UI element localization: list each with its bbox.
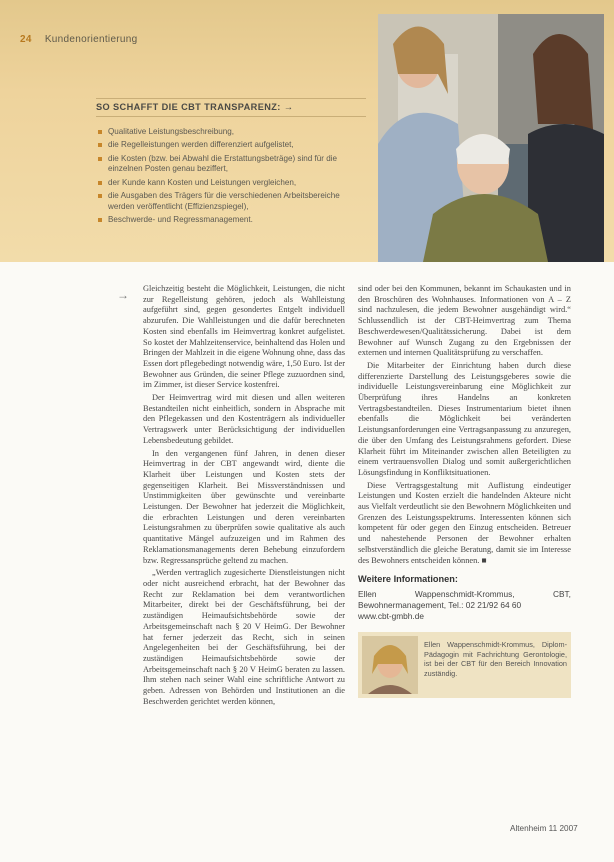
paragraph: Gleichzeitig besteht die Möglichkeit, Leistungen, die nicht zur Regelleistung gehören, jedoch als Wahlleistung aufgeführt sind, gegen gesondertes Entgelt individuell abzurufen. Die Wahlleistungen und die dafür berechneten Kosten sind ebenfalls im Heimvertrag konkret aufgelistet. So kostet der Mahlzeitenservice, beinhaltend das Holen und Bringen der Mahlzeit in die eigene Wohnung ohne, dass das Essen dort pflegebedingt notwendig wäre, 1,50 Euro. Ist der Bewohner aus Gründen, die seiner Pflege zuzuordnen sind, im Zimmer, ist dieser Service kostenfrei. <box>143 284 345 390</box>
paragraph: sind oder bei den Kommunen, bekannt im Schaukasten und in den Broschüren des Wohnhauses. Informationen von A – Z sind nachzulesen, die jedem Bewohner ausgehändigt wird.“ Schlussendlich ist der CBT-Heimvertrag zum Thema Beschwerdewesen/Qualitätssicherung. Dabei ist dem Bewohner auf Wunsch Zugang zu den Ergebnissen der externen und internen Qualitätsprüfung zu verschaffen. <box>358 284 571 358</box>
paragraph: „Werden vertraglich zugesicherte Dienstleistungen nicht oder nicht ausreichend erbracht, hat der Bewohner das Recht zur Reklamation bei dem verantwortlichen Mitarbeiter, direkt bei der Geschäftsführung, bei der zuständigen Heimaufsichtsbehörde sowie der Arbeitsgemeinschaft nach § 20 V HeimG. Der Bewohner hat ferner jederzeit das Recht, sich in seinen Angelegenheiten bei der Geschäftsführung, bei der zuständigen Heimaufsichtsbehörde sowie der Arbeitsgemeinschaft nach § 20 V HeimG beraten zu lassen. Ihm stehen nach seiner Wahl eine schriftliche Antwort zu geben. Adressen von Behörden und Institutionen an die Beschwerden gerichtet werden können, <box>143 568 345 706</box>
author-photo <box>362 636 418 694</box>
contact-info <box>358 574 571 622</box>
photo-illustration <box>378 14 604 262</box>
paragraph: Diese Vertragsgestaltung mit Auflistung eindeutiger Leistungen und Kosten erzielt die handelnden Akteure nicht aus Vielfalt verdeutlicht sie den Bewohnern Möglichkeiten und Grenzen des Leistungsspektrums. Interessenten können sich kompetent für oder gegen den Einzug entscheiden. Betreuer und nahestehende Personen der Bewohner erhalten selbstverständlich die gleiche Beratung, damit sie im Interesse des Bewohners entscheiden können. ■ <box>358 480 571 565</box>
left-column <box>143 284 345 709</box>
right-column <box>358 284 571 698</box>
list-item: die Ausgaben des Trägers für die verschiedenen Arbeitsbereiche werden veröffentlicht (Effizienzspiegel), <box>96 191 366 212</box>
list-item: die Regelleistungen werden differenziert aufgelistet, <box>96 140 366 151</box>
box-list <box>96 127 366 226</box>
footer-issue: Altenheim 11 2007 <box>510 824 578 833</box>
list-item: die Kosten (bzw. bei Abwahl die Erstattungsbeträge) sind für die einzelnen Posten genau beziffert, <box>96 154 366 175</box>
list-item: Qualitative Leistungsbeschreibung, <box>96 127 366 138</box>
contact-line: Ellen Wappenschmidt-Krommus, CBT, Bewohnermanagement, Tel.: 02 21/92 64 60 <box>358 588 571 610</box>
list-item: der Kunde kann Kosten und Leistungen vergleichen, <box>96 178 366 189</box>
paragraph: Der Heimvertrag wird mit diesen und allen weiteren Bestandteilen nicht einheitlich, sondern in Absprache mit den Pflegekassen und den Kostenträgern als individueller Vertragswerk unter Berücksichtigung der individuellen Lebensbedeutung gebildet. <box>143 393 345 445</box>
contact-website-link[interactable]: www.cbt-gmbh.de <box>358 610 424 621</box>
author-bio: Ellen Wappenschmidt-Krommus, Diplom-Pädagogin mit Fachrichtung Gerontologie, ist bei der CBT für den Bereich Innovation zuständig. <box>424 639 567 678</box>
page-number: 24 <box>20 34 32 45</box>
page-header <box>20 34 138 45</box>
list-item: Beschwerde- und Regressmanagement. <box>96 215 366 226</box>
paragraph: In den vergangenen fünf Jahren, in denen dieser Heimvertrag in der CBT angewandt wird, diente die Klarheit über Leistungen und Kosten stets der gegenseitigen Klarheit. Bei Missverständnissen und Unstimmigkeiten über gewünschte und vereinbarte Leistungen. Der Bewohner hat jederzeit die Möglichkeit, die erbrachten Leistungen und deren vereinbarten Leistungsrahmen zu überprüfen sowie qualitative als auch quantitative Mängel aufzuzeigen und im Rahmen des Reklamationsmanagements deren Behebung einzufordern bzw. Regressansprüche geltend zu machen. <box>143 448 345 565</box>
author-box <box>358 632 571 698</box>
section-title: Kundenorientierung <box>44 34 138 45</box>
contact-heading: Weitere Informationen: <box>358 574 458 585</box>
transparency-box <box>96 98 366 229</box>
residents-photo <box>378 14 604 262</box>
paragraph: Die Mitarbeiter der Einrichtung haben durch diese differenzierte Darstellung des Leistungsgeberes sowie die individuelle Leistungsvereinbarung eine Möglichkeit zur Überprüfung ihres Handelns an konkreten Vertragsbestandteilen. Dieses Instrumentarium bietet ihnen ebenfalls die Möglichkeit bei veränderten Leistungsanforderungen eine Vertragsanpassung zu anzuregen, die über den Umfang des Leistungsrahmens gefordert. Diese Klarheit führt im Miteinander zwischen allen Beteiligten zu einem vertrauensvollen Dialog und somit außergerichtlichen Lösungsfindung in Konfliktsituationen. <box>358 360 571 477</box>
arrow-icon: → <box>117 288 129 302</box>
box-title: SO SCHAFFT DIE CBT TRANSPARENZ: → <box>96 98 366 117</box>
